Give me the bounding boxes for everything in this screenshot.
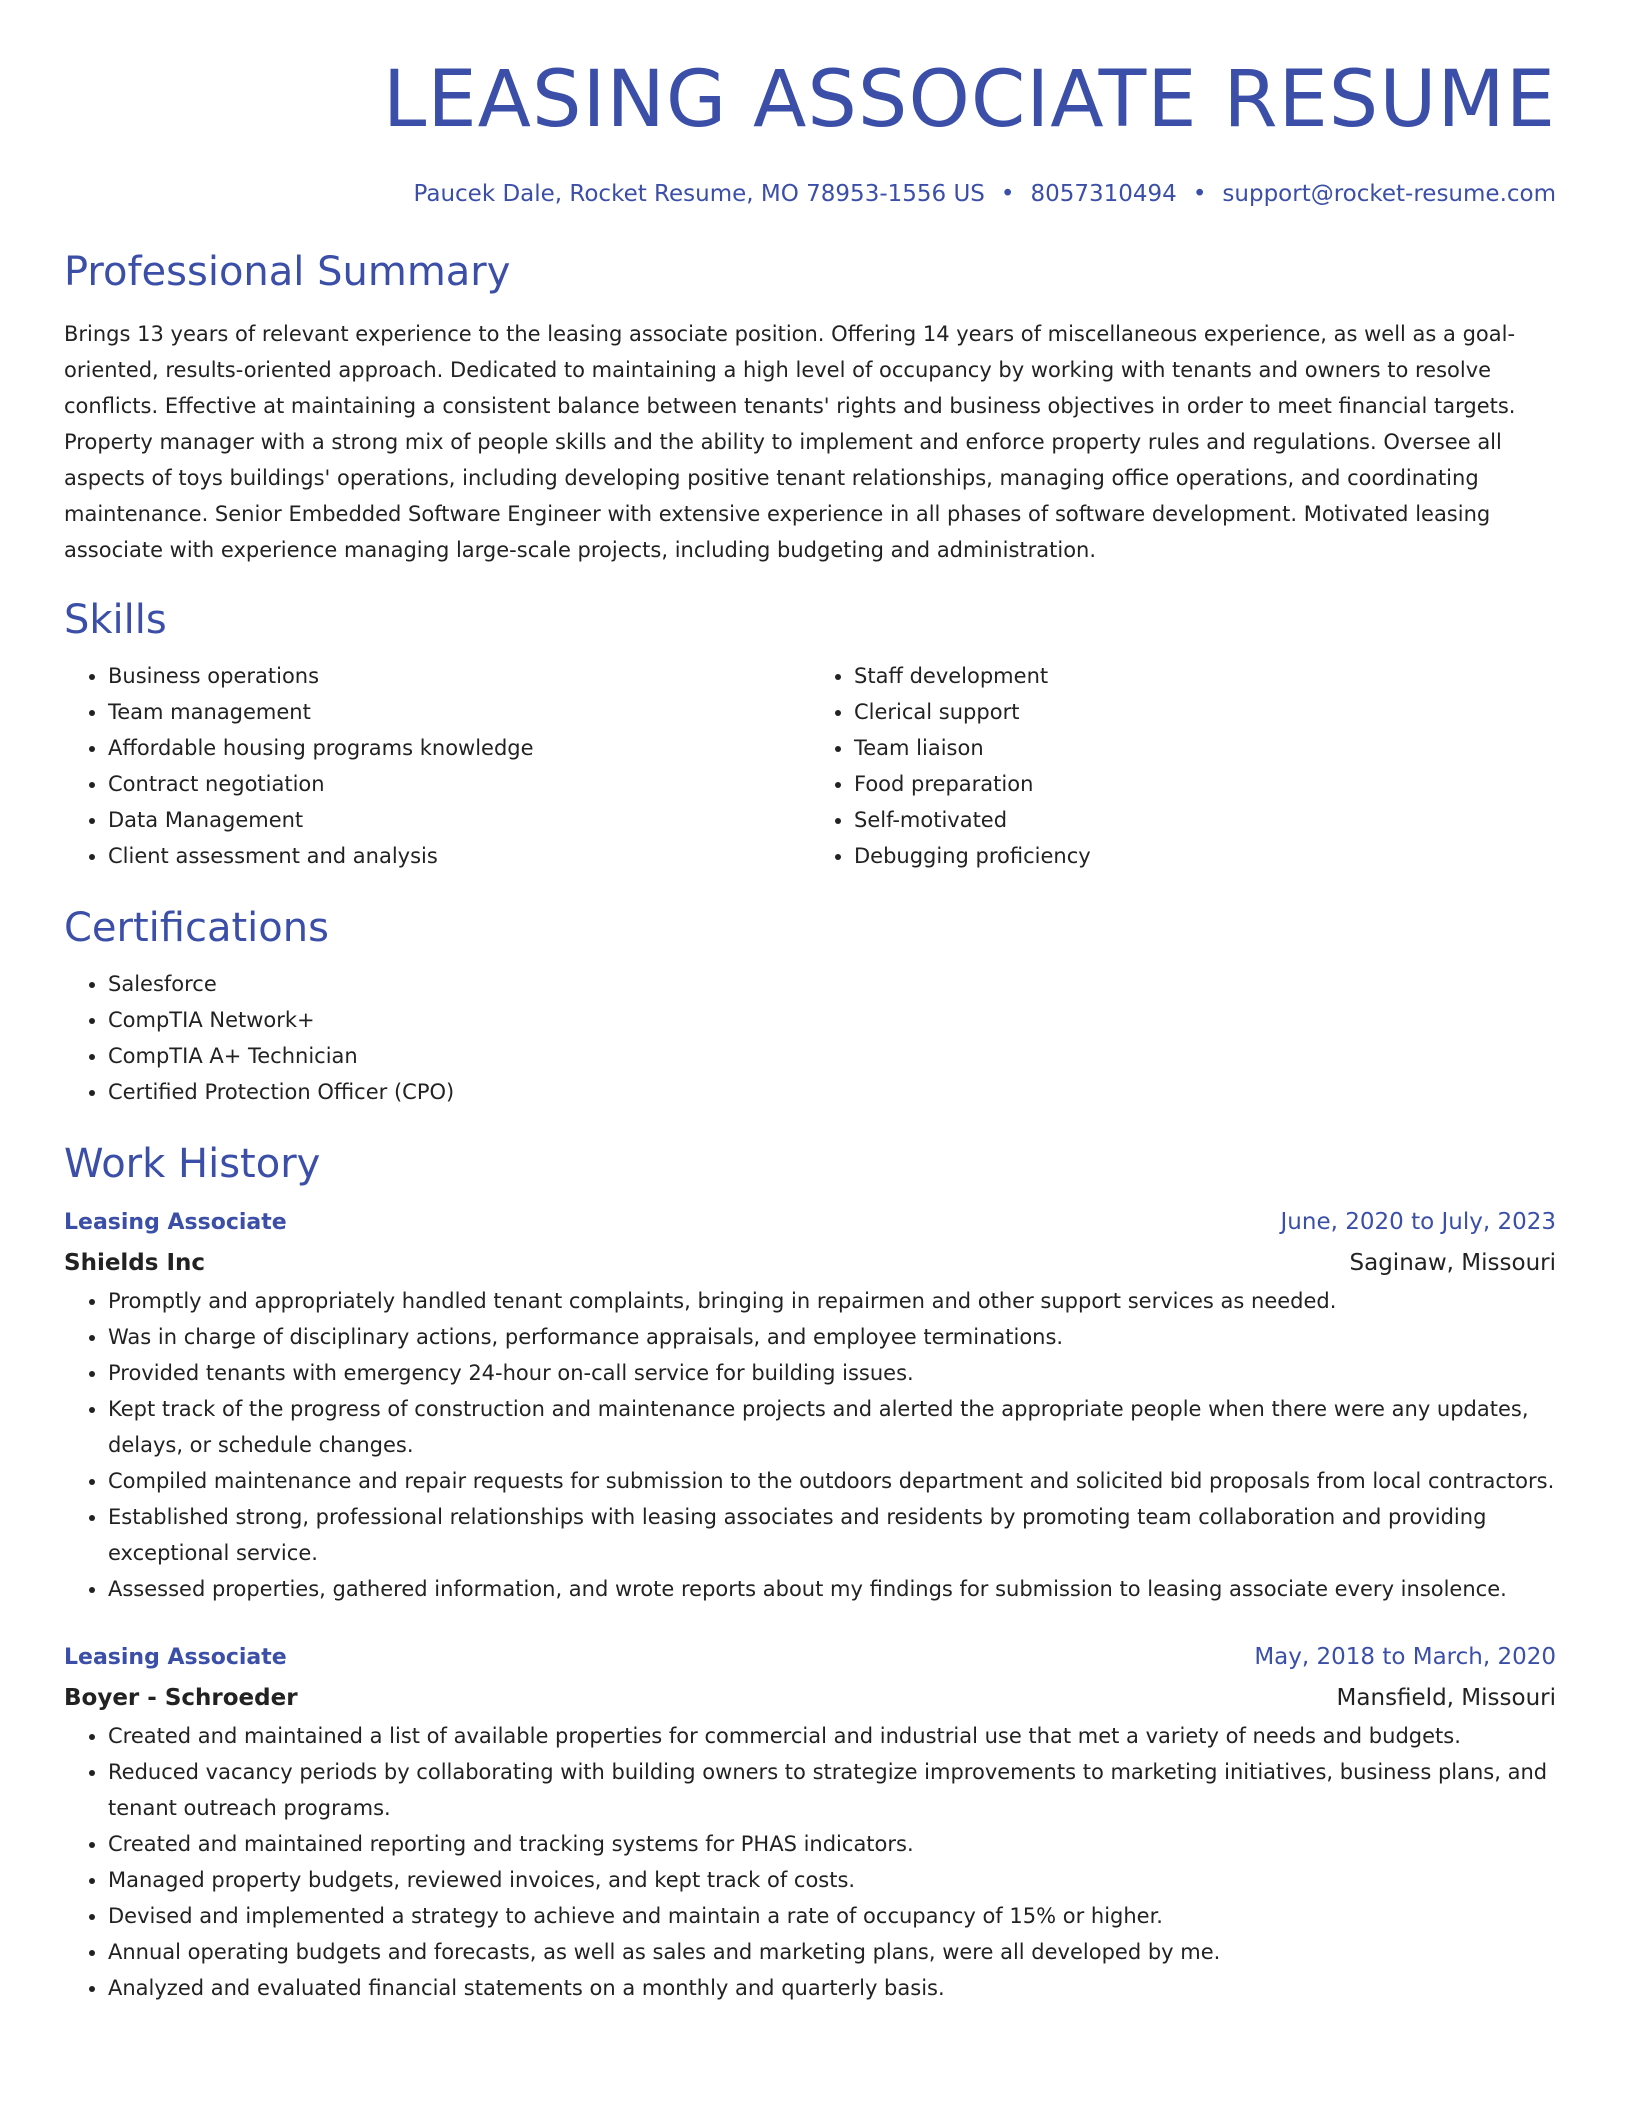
job-duty: • Provided tenants with emergency 24-hour on-call service for building issues. [108, 1355, 1556, 1391]
skill-item: • Clerical support [854, 694, 1556, 730]
job-entry [64, 1202, 1556, 1607]
job-duty: • Devised and implemented a strategy to achieve and maintain a rate of occupancy of 15% or higher. [108, 1898, 1556, 1934]
skills-column-right [810, 658, 1556, 874]
job-location: Saginaw, Missouri [1349, 1250, 1556, 1276]
resume-page [64, 0, 1556, 2006]
job-title: Leasing Associate [64, 1210, 287, 1235]
certifications-list [64, 966, 1556, 1110]
job-title: Leasing Associate [64, 1645, 287, 1670]
contact-line [64, 178, 1556, 210]
contact-separator: • [1000, 181, 1015, 207]
summary-text: Brings 13 years of relevant experience to the leasing associate position. Offering 14 years of miscellaneous experience, as well as a goal-oriented, results-oriented approach. Dedicated to maintaining a high level of occupancy by working with tenants and owners to resolve conflicts. Effective at maintaining a consistent balance between tenants' rights and business objectives in order to meet financial targets. Property manager with a strong mix of people skills and the ability to implement and enforce property rules and regulations. Oversee all aspects of toys buildings' operations, including developing positive tenant relationships, managing office operations, and coordinating maintenance. Senior Embedded Software Engineer with extensive experience in all phases of software development. Motivated leasing associate with experience managing large-scale projects, including budgeting and administration. [64, 322, 1516, 562]
certification-item: • CompTIA Network+ [108, 1002, 1556, 1038]
job-dates: May, 2018 to March, 2020 [1254, 1644, 1556, 1670]
certifications-heading: Certifications [64, 905, 329, 951]
job-location: Mansfield, Missouri [1336, 1685, 1556, 1711]
job-duty: • Assessed properties, gathered information, and wrote reports about my findings for submission to leasing associate every insolence. [108, 1571, 1556, 1607]
skill-item: • Business operations [108, 658, 810, 694]
contact-address: Paucek Dale, Rocket Resume, MO 78953-1556 US [413, 181, 985, 207]
job-subheader [64, 1243, 1556, 1283]
skill-item: • Data Management [108, 802, 810, 838]
job-duty: • Compiled maintenance and repair requests for submission to the outdoors department and solicited bid proposals from local contractors. [108, 1463, 1556, 1499]
skill-item: • Team liaison [854, 730, 1556, 766]
job-duty: • Annual operating budgets and forecasts, as well as sales and marketing plans, were all developed by me. [108, 1934, 1556, 1970]
job-duties-list [64, 1283, 1556, 1607]
contact-email: support@rocket-resume.com [1222, 181, 1556, 207]
skill-item: • Debugging proficiency [854, 838, 1556, 874]
job-header [64, 1637, 1556, 1678]
certifications-section [64, 902, 1556, 1110]
job-duty: • Created and maintained reporting and tracking systems for PHAS indicators. [108, 1826, 1556, 1862]
skill-item: • Team management [108, 694, 810, 730]
job-duty: • Managed property budgets, reviewed invoices, and kept track of costs. [108, 1862, 1556, 1898]
certification-item: • CompTIA A+ Technician [108, 1038, 1556, 1074]
job-subheader [64, 1678, 1556, 1718]
job-duties-list [64, 1718, 1556, 2006]
skill-item: • Self-motivated [854, 802, 1556, 838]
skills-columns [64, 658, 1556, 874]
job-entry [64, 1637, 1556, 2006]
skill-item: • Client assessment and analysis [108, 838, 810, 874]
job-dates: June, 2020 to July, 2023 [1280, 1209, 1556, 1235]
job-header [64, 1202, 1556, 1243]
job-duty: • Analyzed and evaluated financial statements on a monthly and quarterly basis. [108, 1970, 1556, 2006]
skills-list-right [810, 658, 1556, 874]
job-company: Boyer - Schroeder [64, 1685, 298, 1711]
skill-item: • Food preparation [854, 766, 1556, 802]
summary-heading: Professional Summary [64, 249, 511, 295]
work-history-section [64, 1138, 1556, 2006]
job-duty: • Reduced vacancy periods by collaborating with building owners to strategize improvements to marketing initiatives, business plans, and tenant outreach programs. [108, 1754, 1556, 1826]
certification-item: • Salesforce [108, 966, 1556, 1002]
work-history-heading: Work History [64, 1141, 321, 1187]
skill-item: • Affordable housing programs knowledge [108, 730, 810, 766]
resume-title: LEASING ASSOCIATE RESUME [382, 55, 1556, 145]
skills-section [64, 594, 1556, 874]
job-duty: • Promptly and appropriately handled tenant complaints, bringing in repairmen and other support services as needed. [108, 1283, 1556, 1319]
contact-separator: • [1192, 181, 1207, 207]
job-company: Shields Inc [64, 1250, 206, 1276]
skills-heading: Skills [64, 597, 167, 643]
skills-column-left [64, 658, 810, 874]
job-duty: • Was in charge of disciplinary actions, performance appraisals, and employee terminations. [108, 1319, 1556, 1355]
skills-list-left [64, 658, 810, 874]
job-duty: • Created and maintained a list of available properties for commercial and industrial use that met a variety of needs and budgets. [108, 1718, 1556, 1754]
summary-section [64, 246, 1556, 568]
job-duty: • Kept track of the progress of construction and maintenance projects and alerted the appropriate people when there were any updates, delays, or schedule changes. [108, 1391, 1556, 1463]
skill-item: • Staff development [854, 658, 1556, 694]
certification-item: • Certified Protection Officer (CPO) [108, 1074, 1556, 1110]
skill-item: • Contract negotiation [108, 766, 810, 802]
contact-phone: 8057310494 [1030, 181, 1177, 207]
job-duty: • Established strong, professional relationships with leasing associates and residents by promoting team collaboration and providing exceptional service. [108, 1499, 1556, 1571]
